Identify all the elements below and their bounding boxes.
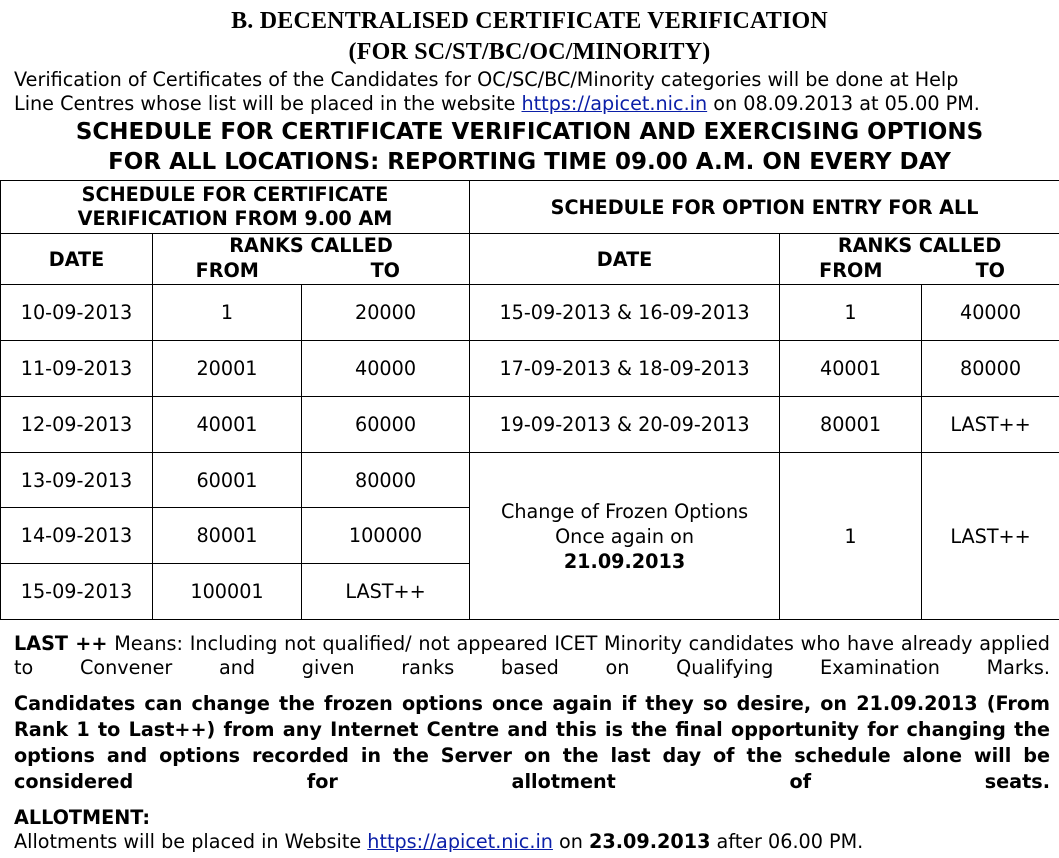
allotment-website-link[interactable]: https://apicet.nic.in bbox=[367, 830, 553, 853]
last-plus-note bbox=[14, 632, 1050, 680]
option-date-cell: 15-09-2013 & 16-09-2013 bbox=[470, 285, 780, 341]
frozen-options-from-cell: 1 bbox=[780, 453, 922, 620]
ranks-called-header: RANKS CALLED bbox=[153, 234, 470, 259]
last-plus-note-text: Means: Including not qualified/ not appeared ICET Minority candidates who have already applied to Convener and given ranks based on Qualifying Examination Marks. bbox=[14, 632, 1050, 679]
allotment-text-before-link: Allotments will be placed in Website bbox=[14, 830, 368, 853]
table-row bbox=[1, 341, 1059, 397]
option-from-cell: 1 bbox=[780, 285, 922, 341]
change-options-note: Candidates can change the frozen options once again if they so desire, on 21.09.2013 (From Rank 1 to Last++) from any Internet Centre and this is the final opportunity for changing the options and options recorded in the Server on the last day of the schedule alone will be considered for allotment of seats. bbox=[14, 692, 1050, 793]
verification-from-cell: 1 bbox=[153, 285, 302, 341]
intro-text-after-link: on 08.09.2013 at 05.00 PM. bbox=[707, 92, 980, 115]
section-title: B. DECENTRALISED CERTIFICATE VERIFICATION bbox=[231, 8, 828, 34]
option-date-cell: 19-09-2013 & 20-09-2013 bbox=[470, 397, 780, 453]
schedule-heading-line2: FOR ALL LOCATIONS: REPORTING TIME 09.00 A.M. ON EVERY DAY bbox=[108, 149, 951, 175]
option-from-cell: 80001 bbox=[780, 397, 922, 453]
option-date-header: DATE bbox=[470, 234, 780, 285]
option-to-cell: LAST++ bbox=[922, 397, 1059, 453]
verification-from-cell: 100001 bbox=[153, 564, 302, 620]
ranks-header-row bbox=[1, 234, 1059, 259]
section-subtitle: (FOR SC/ST/BC/OC/MINORITY) bbox=[348, 39, 711, 65]
table-row bbox=[1, 397, 1059, 453]
verification-from-cell: 20001 bbox=[153, 341, 302, 397]
frozen-options-line2: Once again on bbox=[555, 524, 694, 548]
frozen-options-cell bbox=[470, 453, 780, 620]
allotment-date: 23.09.2013 bbox=[589, 830, 711, 853]
last-plus-label: LAST ++ bbox=[14, 632, 108, 655]
table-row bbox=[1, 453, 1059, 508]
allotment-text-after: after 06.00 PM. bbox=[710, 830, 864, 853]
verification-date-cell: 11-09-2013 bbox=[1, 341, 153, 397]
option-date-cell: 17-09-2013 & 18-09-2013 bbox=[470, 341, 780, 397]
intro-paragraph bbox=[14, 68, 1050, 116]
table-row bbox=[1, 285, 1059, 341]
verification-to-cell: 100000 bbox=[302, 508, 470, 564]
verification-to-cell: 20000 bbox=[302, 285, 470, 341]
verification-to-cell: 40000 bbox=[302, 341, 470, 397]
date-header: DATE bbox=[1, 234, 153, 285]
option-from-header: FROM bbox=[780, 259, 922, 285]
schedule-table bbox=[0, 180, 1059, 620]
to-header: TO bbox=[302, 259, 470, 285]
verification-to-cell: LAST++ bbox=[302, 564, 470, 620]
verification-from-cell: 60001 bbox=[153, 453, 302, 508]
option-to-cell: 40000 bbox=[922, 285, 1059, 341]
verification-date-cell: 14-09-2013 bbox=[1, 508, 153, 564]
allotment-text-mid: on bbox=[552, 830, 590, 853]
verification-date-cell: 12-09-2013 bbox=[1, 397, 153, 453]
allotment-paragraph bbox=[14, 830, 1050, 854]
verification-schedule-header bbox=[1, 181, 470, 234]
verification-to-cell: 60000 bbox=[302, 397, 470, 453]
frozen-options-date: 21.09.2013 bbox=[563, 549, 686, 573]
intro-line2 bbox=[14, 92, 1050, 116]
apicet-website-link[interactable]: https://apicet.nic.in bbox=[521, 92, 708, 115]
option-to-cell: 80000 bbox=[922, 341, 1059, 397]
frozen-options-to-cell: LAST++ bbox=[922, 453, 1059, 620]
option-to-header: TO bbox=[922, 259, 1059, 285]
verification-header-line1: SCHEDULE FOR CERTIFICATE bbox=[81, 183, 389, 206]
option-ranks-called-header: RANKS CALLED bbox=[780, 234, 1059, 259]
intro-text-before-link: Line Centres whose list will be placed in the website bbox=[14, 92, 522, 115]
frozen-options-line1: Change of Frozen Options bbox=[500, 499, 749, 523]
verification-date-cell: 13-09-2013 bbox=[1, 453, 153, 508]
option-from-cell: 40001 bbox=[780, 341, 922, 397]
verification-to-cell: 80000 bbox=[302, 453, 470, 508]
allotment-heading: ALLOTMENT: bbox=[14, 806, 150, 829]
from-header: FROM bbox=[153, 259, 302, 285]
schedule-heading-line1: SCHEDULE FOR CERTIFICATE VERIFICATION AND EXERCISING OPTIONS bbox=[75, 119, 984, 145]
option-entry-schedule-header: SCHEDULE FOR OPTION ENTRY FOR ALL bbox=[470, 181, 1059, 234]
verification-from-cell: 40001 bbox=[153, 397, 302, 453]
verification-date-cell: 15-09-2013 bbox=[1, 564, 153, 620]
verification-from-cell: 80001 bbox=[153, 508, 302, 564]
group-header-row bbox=[1, 181, 1059, 234]
intro-line1: Verification of Certificates of the Candidates for OC/SC/BC/Minority categories will be done at Help bbox=[14, 68, 959, 91]
verification-header-line2: VERIFICATION FROM 9.00 AM bbox=[77, 207, 393, 230]
verification-date-cell: 10-09-2013 bbox=[1, 285, 153, 341]
